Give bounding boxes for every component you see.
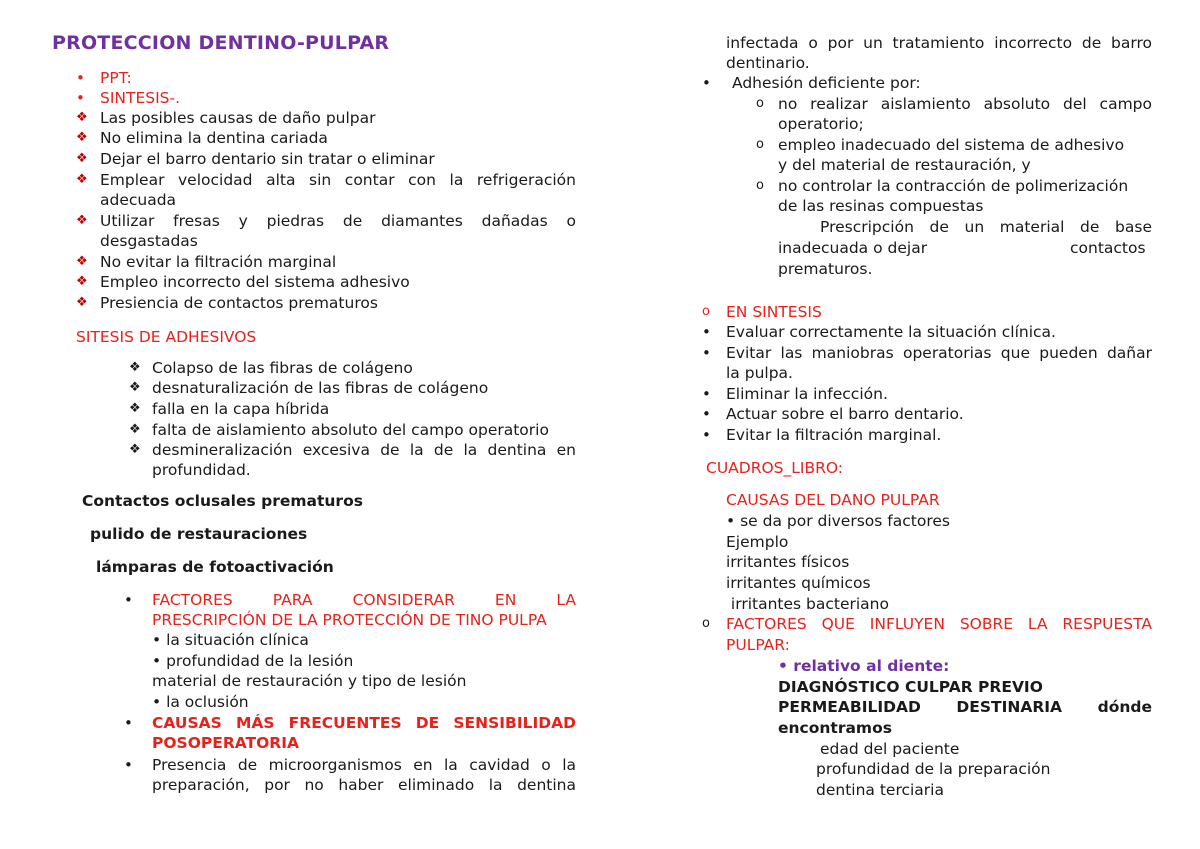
bullet-icon: • xyxy=(76,89,85,107)
diamond-bullet-icon: ❖ xyxy=(76,274,88,289)
diamond-bullet-icon: ❖ xyxy=(76,254,88,269)
factores-respuesta-heading: FACTORES QUE INFLUYEN SOBRE LA RESPUESTA xyxy=(726,615,1152,633)
list-item: Empleo incorrecto del sistema adhesivo xyxy=(100,273,410,291)
prescripcion-text: prematuros. xyxy=(778,260,873,278)
diamond-bullet-icon: ❖ xyxy=(76,110,88,125)
list-item: • la situación clínica xyxy=(152,631,309,649)
list-item: Evitar las maniobras operatorias que pueden dañar xyxy=(726,344,1152,362)
list-item: Evitar la filtración marginal. xyxy=(726,426,942,444)
sub-list-item-continuation: de las resinas compuestas xyxy=(778,197,984,215)
bullet-icon: • xyxy=(124,591,133,609)
ppt-label: PPT: xyxy=(100,69,132,87)
circle-bullet-icon: o xyxy=(702,304,710,319)
continuation-text: infectada o por un tratamiento incorrecto de barro xyxy=(726,34,1152,52)
list-item: desnaturalización de las fibras de colágeno xyxy=(152,379,489,397)
bullet-icon: • xyxy=(702,74,711,92)
sub-list-item: no realizar aislamiento absoluto del campo xyxy=(778,95,1152,113)
text-line: edad del paciente xyxy=(820,740,960,758)
list-item: Dejar el barro dentario sin tratar o eliminar xyxy=(100,150,435,168)
list-item: Colapso de las fibras de colágeno xyxy=(152,359,413,377)
bold-heading: Contactos oclusales prematuros xyxy=(82,492,363,510)
bullet-icon: • xyxy=(702,426,711,444)
list-item: material de restauración y tipo de lesión xyxy=(152,672,467,690)
list-item: • profundidad de la lesión xyxy=(152,652,354,670)
diamond-bullet-icon: ❖ xyxy=(76,151,88,166)
diamond-outline-bullet-icon: ❖ xyxy=(129,422,141,437)
bullet-icon: • xyxy=(702,323,711,341)
list-item: Emplear velocidad alta sin contar con la refrigeración xyxy=(100,171,576,189)
list-item-continuation: la pulpa. xyxy=(726,364,793,382)
diamond-outline-bullet-icon: ❖ xyxy=(129,360,141,375)
causas-dano-heading: CAUSAS DEL DANO PULPAR xyxy=(726,491,940,509)
factores-heading-continuation: PRESCRIPCIÓN DE LA PROTECCIÓN DE TINO PULPA xyxy=(152,611,547,629)
bullet-icon: • xyxy=(76,69,85,87)
bold-heading: lámparas de fotoactivación xyxy=(96,558,334,576)
sub-list-item: no controlar la contracción de polimerización xyxy=(778,177,1129,195)
list-item: • la oclusión xyxy=(152,693,249,711)
factores-respuesta-heading-continuation: PULPAR: xyxy=(726,636,790,654)
diamond-outline-bullet-icon: ❖ xyxy=(129,401,141,416)
circle-bullet-icon: o xyxy=(756,178,764,193)
diagnostico-line: PERMEABILIDAD DESTINARIA dónde xyxy=(778,698,1152,716)
prescripcion-text: inadecuada o dejar xyxy=(778,239,928,257)
adhesivos-heading: SITESIS DE ADHESIVOS xyxy=(76,328,257,346)
text-line: irritantes físicos xyxy=(726,553,850,571)
list-item: No elimina la dentina cariada xyxy=(100,129,328,147)
list-item: Presencia de microorganismos en la cavidad o la xyxy=(152,756,576,774)
list-item: Presiencia de contactos prematuros xyxy=(100,294,378,312)
list-item: Adhesión deficiente por: xyxy=(732,74,921,92)
diamond-bullet-icon: ❖ xyxy=(76,172,88,187)
list-item: falla en la capa híbrida xyxy=(152,400,330,418)
bullet-icon: • xyxy=(702,344,711,362)
sub-list-item: empleo inadecuado del sistema de adhesivo xyxy=(778,136,1125,154)
relativo-label: • relativo al diente: xyxy=(778,657,950,675)
prescripcion-text: contactos xyxy=(1070,239,1146,257)
factores-heading: FACTORES PARA CONSIDERAR EN LA xyxy=(152,591,576,609)
diamond-bullet-icon: ❖ xyxy=(76,130,88,145)
list-item-continuation: desgastadas xyxy=(100,232,198,250)
text-line: • se da por diversos factores xyxy=(726,512,950,530)
sub-list-item-continuation: y del material de restauración, y xyxy=(778,156,1031,174)
circle-bullet-icon: o xyxy=(702,616,710,631)
list-item: Evaluar correctamente la situación clínica. xyxy=(726,323,1056,341)
diamond-outline-bullet-icon: ❖ xyxy=(129,380,141,395)
text-line: Ejemplo xyxy=(726,533,789,551)
diamond-bullet-icon: ❖ xyxy=(76,295,88,310)
list-item: Utilizar fresas y piedras de diamantes dañadas o xyxy=(100,212,576,230)
sub-list-item-continuation: operatorio; xyxy=(778,115,864,133)
diamond-bullet-icon: ❖ xyxy=(76,213,88,228)
continuation-text: dentinario. xyxy=(726,54,810,72)
en-sintesis-heading: EN SINTESIS xyxy=(726,303,822,321)
sintesis-label: SINTESIS-. xyxy=(100,89,181,107)
text-line: profundidad de la preparación xyxy=(816,760,1051,778)
circle-bullet-icon: o xyxy=(756,137,764,152)
bullet-icon: • xyxy=(124,714,133,732)
prescripcion-text: Prescripción de un material de base xyxy=(820,218,1152,236)
list-item: No evitar la filtración marginal xyxy=(100,253,337,271)
bullet-icon: • xyxy=(124,756,133,774)
diamond-outline-bullet-icon: ❖ xyxy=(129,442,141,457)
page-title: PROTECCION DENTINO-PULPAR xyxy=(52,32,390,54)
cuadros-heading: CUADROS_LIBRO: xyxy=(706,459,844,477)
circle-bullet-icon: o xyxy=(756,96,764,111)
list-item: Eliminar la infección. xyxy=(726,385,888,403)
list-item-continuation: adecuada xyxy=(100,191,177,209)
list-item: desmineralización excesiva de la de la dentina en xyxy=(152,441,576,459)
list-item: Las posibles causas de daño pulpar xyxy=(100,109,376,127)
bullet-icon: • xyxy=(702,385,711,403)
list-item-continuation: profundidad. xyxy=(152,461,251,479)
list-item: Actuar sobre el barro dentario. xyxy=(726,405,964,423)
causas-heading: CAUSAS MÁS FRECUENTES DE SENSIBILIDAD xyxy=(152,714,576,732)
bullet-icon: • xyxy=(702,405,711,423)
text-line: irritantes bacteriano xyxy=(726,595,889,613)
diagnostico-line: encontramos xyxy=(778,719,892,737)
diagnostico-line: DIAGNÓSTICO CULPAR PREVIO xyxy=(778,678,1043,696)
list-item: falta de aislamiento absoluto del campo operatorio xyxy=(152,421,549,439)
bold-heading: pulido de restauraciones xyxy=(90,525,308,543)
text-line: dentina terciaria xyxy=(816,781,944,799)
list-item-continuation: preparación, por no haber eliminado la dentina xyxy=(152,776,576,794)
text-line: irritantes químicos xyxy=(726,574,871,592)
causas-heading-continuation: POSOPERATORIA xyxy=(152,734,300,752)
